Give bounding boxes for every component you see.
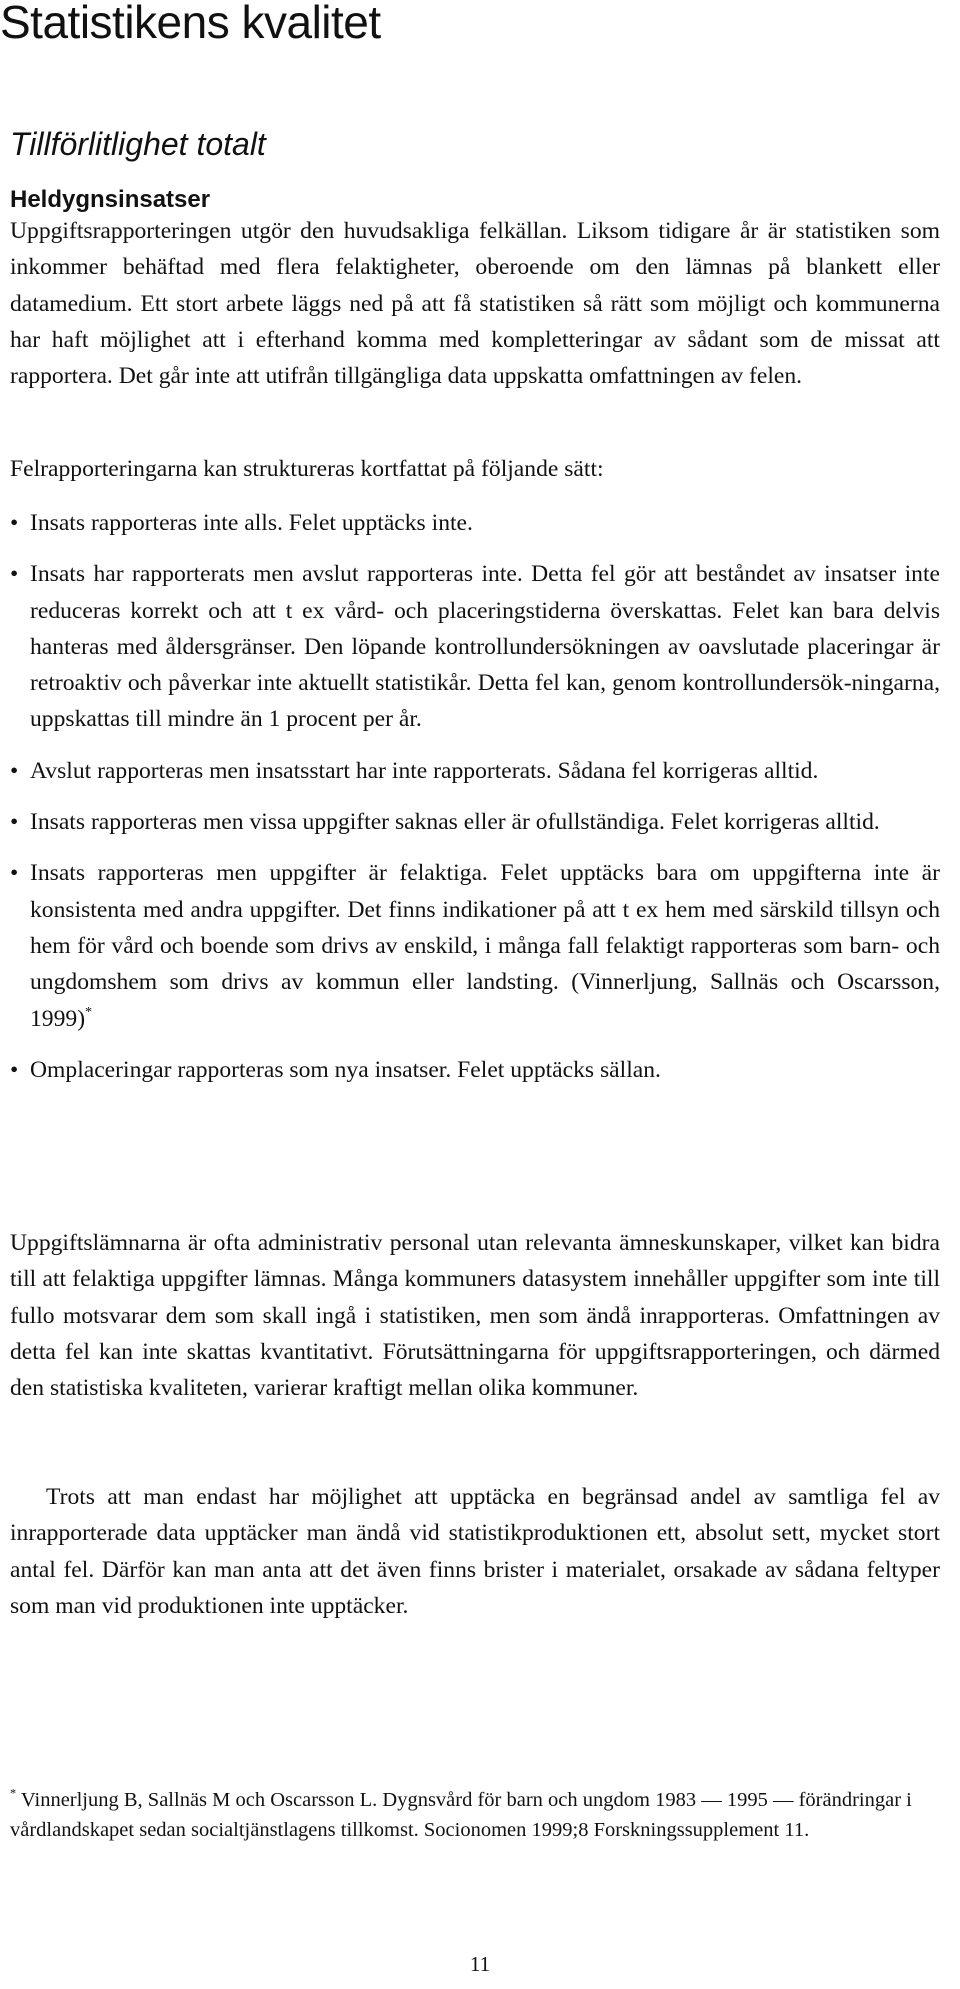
list-item-text: Insats rapporteras men vissa uppgifter saknas eller är ofullständiga. Felet korrigeras alltid. bbox=[30, 809, 880, 836]
page-number: 11 bbox=[469, 1952, 491, 1976]
footnote-text: Vinnerljung B, Sallnäs M och Oscarsson L. Dygnsvård för barn och ungdom 1983 — 1995 — förändringar i vårdlandskapet sedan socialtjänstlagens tillkomst. Socionomen 1999;8 Forskningssupplement 11. bbox=[10, 1789, 912, 1841]
bullet-icon: • bbox=[10, 1056, 19, 1083]
bullet-icon: • bbox=[10, 757, 19, 784]
footnote-marker: * bbox=[10, 1786, 17, 1801]
list-item-text: Omplaceringar rapporteras som nya insatser. Felet upptäcks sällan. bbox=[30, 1056, 661, 1083]
structure-intro-paragraph: Felrapporteringarna kan struktureras kortfattat på följande sätt: bbox=[10, 456, 604, 482]
intro-paragraph: Uppgiftsrapporteringen utgör den huvudsakliga felkällan. Liksom tidigare år är statistiken som inkommer behäftad med flera felaktigheter, oberoende om den lämnas på blankett eller datamedium. Ett stort arbete läggs ned på att få statistiken så rätt som möjligt och kommunerna har haft möjlighet att i efterhand komma med kompletteringar av sådant som de missat att rapportera. Det går inte att utifrån tillgängliga data uppskatta omfattningen av felen. bbox=[10, 218, 940, 390]
list-item-text: Insats har rapporterats men avslut rapporteras inte. Detta fel gör att beståndet av insatser inte reduceras korrekt och att t ex vård- och placeringstiderna överskattas. Felet kan bara delvis hanteras med åldersgränser. Den löpande kontrollundersökningen av oavslutade placeringar är retroaktiv och påverkar inte aktuellt statistikår. Detta fel kan, genom kontrollundersök-ningarna, uppskattas till mindre än 1 procent per år. bbox=[30, 561, 940, 733]
list-item bbox=[10, 1052, 940, 1088]
list-item bbox=[10, 855, 940, 1036]
list-item-text: Insats rapporteras men uppgifter är felaktiga. Felet upptäcks bara om uppgifterna inte är konsistenta med andra uppgifter. Det finns indikationer på att t ex hem med särskild tillsyn och hem för vård och boende som drivs av enskild, i många fall felaktigt rapporteras som barn- och ungdomshem som drivs av kommun eller landsting. (Vinnerljung, Sallnäs och Oscarsson, 1999) bbox=[30, 860, 940, 1032]
paragraph-trots: Trots att man endast har möjlighet att upptäcka en begränsad andel av samtliga fel av inrapporterade data upptäcker man ändå vid statistikproduktionen ett, absolut sett, mycket stort antal fel. Därför kan man anta att det även finns brister i materialet, orsakade av sådana feltyper som man vid produktionen inte upptäcker. bbox=[10, 1484, 940, 1619]
bullet-icon: • bbox=[10, 860, 19, 887]
error-types-list bbox=[10, 505, 940, 1103]
list-item bbox=[10, 753, 940, 789]
page-title: Statistikens kvalitet bbox=[0, 0, 381, 48]
footnote bbox=[10, 1786, 940, 1845]
sub-heading: Heldygnsinsatser bbox=[10, 186, 211, 213]
bullet-icon: • bbox=[10, 561, 19, 588]
list-item bbox=[10, 804, 940, 840]
section-title: Tillförlitlighet totalt bbox=[10, 126, 266, 162]
list-item-text: Avslut rapporteras men insatsstart har inte rapporterats. Sådana fel korrigeras alltid. bbox=[30, 757, 819, 784]
list-item bbox=[10, 556, 940, 737]
bullet-icon: • bbox=[10, 809, 19, 836]
paragraph-uppgiftslamnarna: Uppgiftslämnarna är ofta administrativ personal utan relevanta ämneskunskaper, vilket kan bidra till att felaktiga uppgifter lämnas. Många kommuners datasystem innehåller uppgifter som inte till fullo motsvarar dem som skall ingå i statistiken, men som ändå inrapporteras. Omfattningen av detta fel kan inte skattas kvantitativt. Förutsättningarna för uppgiftsrapporteringen, och därmed den statistiska kvaliteten, varierar kraftigt mellan olika kommuner. bbox=[10, 1230, 940, 1402]
bullet-icon: • bbox=[10, 510, 19, 536]
footnote-reference: * bbox=[85, 1003, 93, 1020]
list-item-text: Insats rapporteras inte alls. Felet upptäcks inte. bbox=[30, 510, 473, 536]
list-item bbox=[10, 505, 940, 541]
